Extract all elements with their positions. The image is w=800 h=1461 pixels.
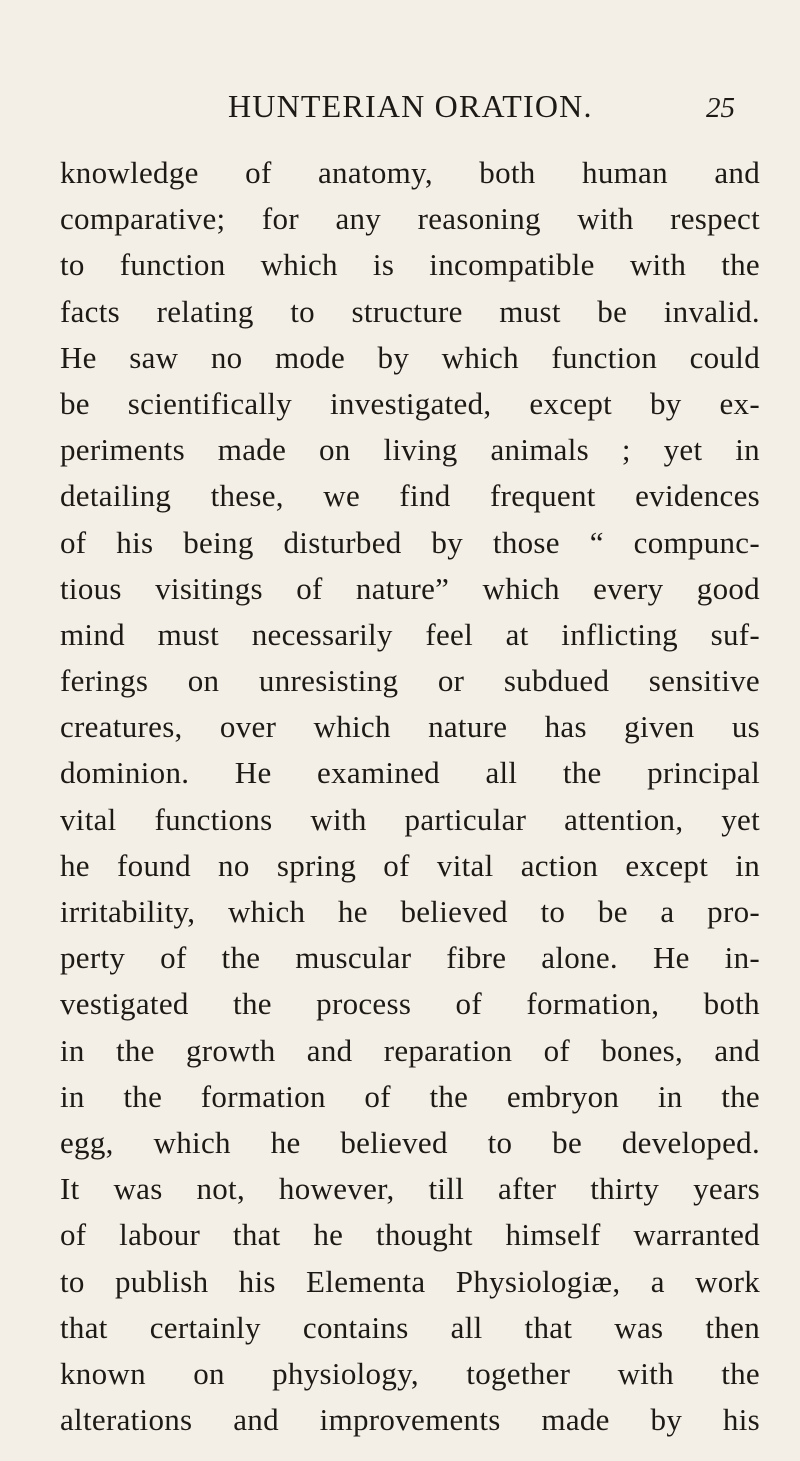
- text-line: he found no spring of vital action except in: [60, 847, 760, 883]
- text-line: vital functions with particular attention, yet: [60, 801, 760, 837]
- text-line: be scientifically investigated, except by ex-: [60, 385, 760, 421]
- text-line: knowledge of anatomy, both human and: [60, 155, 760, 190]
- text-line: of labour that he thought himself warranted: [60, 1217, 760, 1253]
- text-line: vestigated the process of formation, both: [60, 986, 760, 1022]
- text-line: to publish his Elementa Physiologiæ, a work: [60, 1263, 760, 1299]
- text-line: periments made on living animals ; yet in: [60, 432, 760, 468]
- text-line: known on physiology, together with the: [60, 1355, 760, 1391]
- text-line: mind must necessarily feel at inflicting suf-: [60, 616, 760, 652]
- text-line: in the growth and reparation of bones, and: [60, 1032, 760, 1068]
- text-line: perty of the muscular fibre alone. He in-: [60, 940, 760, 976]
- text-line: facts relating to structure must be invalid.: [60, 293, 760, 329]
- text-line: It was not, however, till after thirty years: [60, 1171, 760, 1207]
- text-line: dominion. He examined all the principal: [60, 755, 760, 791]
- text-line: tious visitings of nature” which every good: [60, 570, 760, 606]
- text-line: detailing these, we find frequent evidences: [60, 478, 760, 514]
- running-title: HUNTERIAN ORATION.: [228, 88, 593, 124]
- text-line: alterations and improvements made by his: [60, 1402, 760, 1438]
- text-line: egg, which he believed to be developed.: [60, 1124, 760, 1160]
- text-line: to function which is incompatible with the: [60, 247, 760, 283]
- text-line: irritability, which he believed to be a pro-: [60, 894, 760, 929]
- body-paragraph: [60, 150, 760, 1443]
- text-line: ferings on unresisting or subdued sensitive: [60, 663, 760, 699]
- text-line: of his being disturbed by those “ compunc-: [60, 524, 760, 560]
- running-head: [0, 86, 800, 126]
- text-line: He saw no mode by which function could: [60, 339, 760, 375]
- text-line: in the formation of the embryon in the: [60, 1078, 760, 1114]
- page-number: 25: [706, 92, 735, 124]
- text-line: that certainly contains all that was then: [60, 1309, 760, 1345]
- text-line: comparative; for any reasoning with respect: [60, 201, 760, 237]
- text-line: creatures, over which nature has given us: [60, 709, 760, 745]
